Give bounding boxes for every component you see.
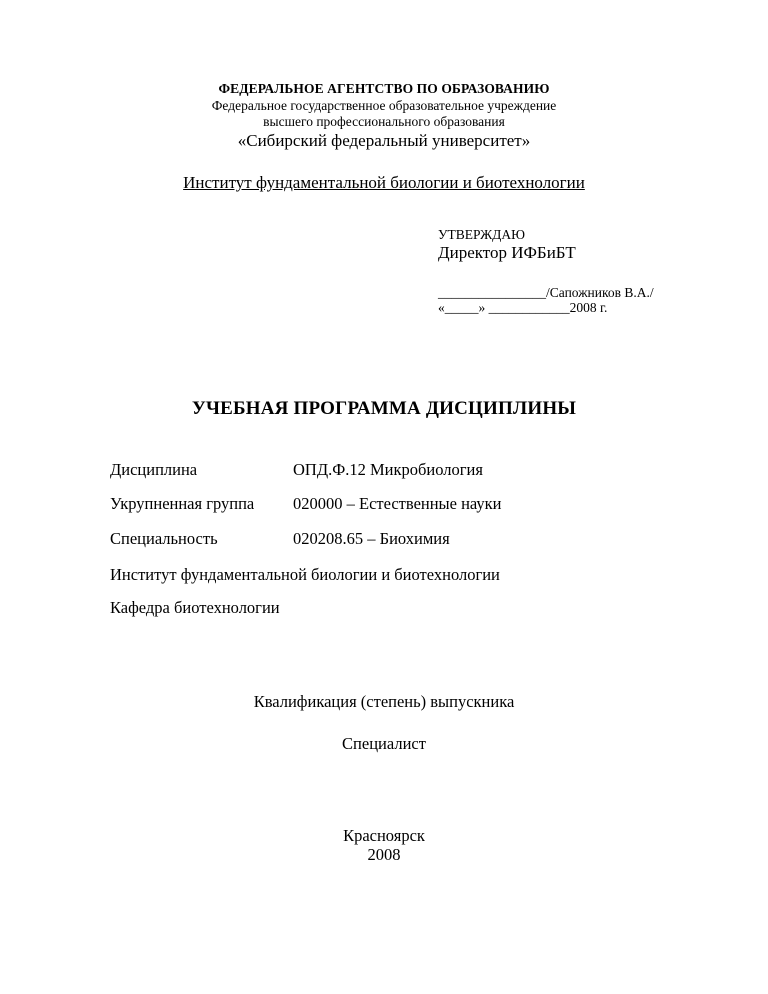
- department-line: Кафедра биотехнологии: [110, 598, 280, 617]
- document-title: УЧЕБНАЯ ПРОГРАММА ДИСЦИПЛИНЫ: [191, 398, 577, 419]
- qualification-label: Квалификация (степень) выпускника: [253, 692, 515, 711]
- field-value-discipline: ОПД.Ф.12 Микробиология: [293, 460, 483, 479]
- institute-line: Институт фундаментальной биологии и биотехнологии: [110, 565, 500, 584]
- field-label-specialty: Специальность: [110, 529, 218, 548]
- university-name: «Сибирский федеральный университет»: [237, 131, 531, 150]
- agency-name: ФЕДЕРАЛЬНОЕ АГЕНТСТВО ПО ОБРАЗОВАНИЮ: [218, 81, 550, 96]
- institute-name-header: Институт фундаментальной биологии и биотехнологии: [183, 173, 585, 192]
- field-value-group: 020000 – Естественные науки: [293, 494, 502, 513]
- year: 2008: [367, 845, 401, 864]
- date-line: «_____» ____________2008 г.: [438, 300, 608, 315]
- institution-level: высшего профессионального образования: [263, 114, 505, 129]
- qualification-value: Специалист: [342, 734, 426, 753]
- approval-label: УТВЕРЖДАЮ: [438, 227, 526, 242]
- field-label-discipline: Дисциплина: [110, 460, 198, 479]
- field-value-specialty: 020208.65 – Биохимия: [293, 529, 450, 548]
- signature-line: ________________/Сапожников В.А./: [438, 285, 654, 300]
- city: Красноярск: [343, 826, 425, 845]
- approver-position: Директор ИФБиБТ: [438, 243, 576, 262]
- field-label-group: Укрупненная группа: [110, 494, 255, 513]
- institution-type: Федеральное государственное образовательное учреждение: [211, 98, 557, 113]
